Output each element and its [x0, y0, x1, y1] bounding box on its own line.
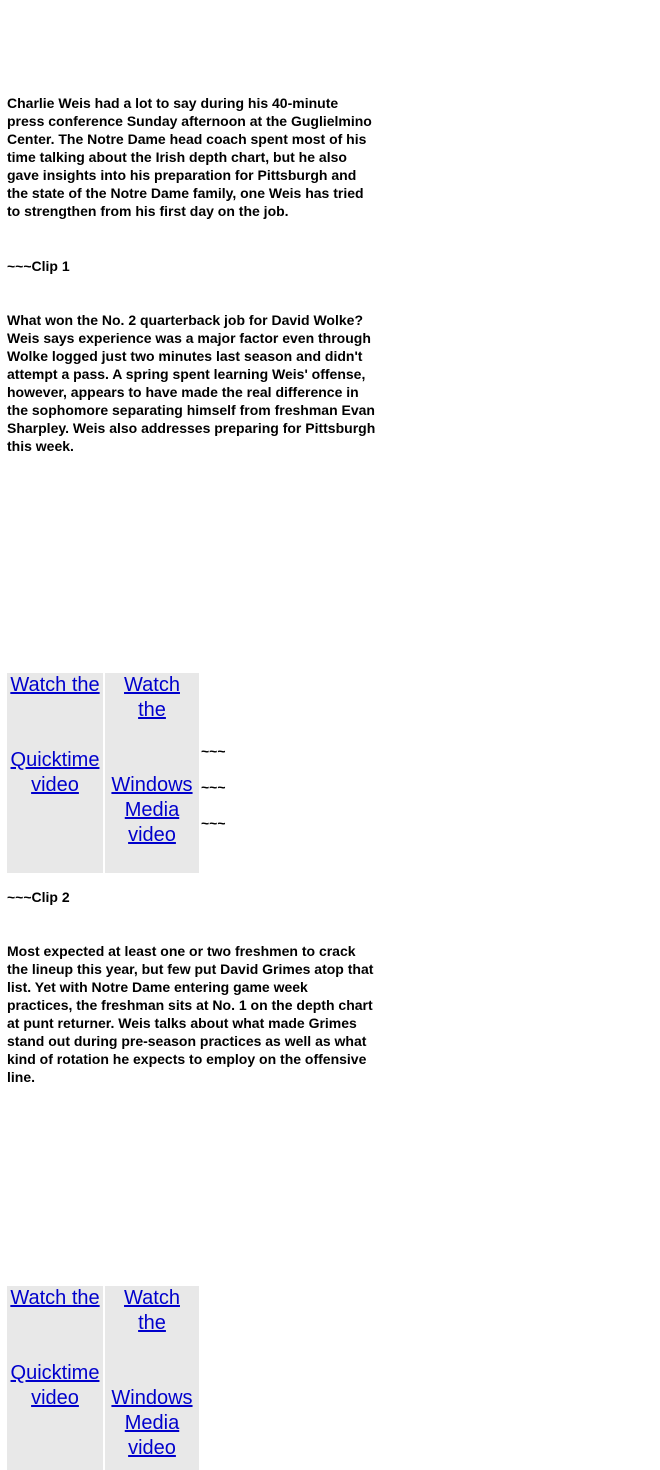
clip-1-windows-media-cell	[103, 673, 199, 873]
windows-media-link-text: Media	[124, 1412, 180, 1434]
clip-2-windows-media-cell	[103, 1286, 199, 1470]
clip-1-quicktime-link[interactable]	[7, 673, 103, 798]
clip-2-windows-media-link[interactable]	[105, 1286, 199, 1461]
windows-media-link-text: the	[138, 699, 166, 721]
clip-1-windows-media-link[interactable]	[105, 673, 199, 848]
windows-media-link-text: Watch	[124, 674, 180, 696]
clip-1-video-links	[7, 673, 232, 873]
windows-media-link-text: Windows	[111, 1387, 193, 1409]
clip-1-tilde-column	[199, 673, 232, 873]
quicktime-link-text: Quicktime	[10, 1362, 100, 1384]
clip-1-description: What won the No. 2 quarterback job for David Wolke? Weis says experience was a major factor even through Wolke logged just two minutes last season and didn't attempt a pass. A spring spent learning Weis' offense, however, appears to have made the real difference in the sophomore separating himself from freshman Evan Sharpley. Weis also addresses preparing for Pittsburgh this week.	[7, 312, 376, 454]
clip-2-quicktime-link[interactable]	[7, 1286, 103, 1411]
quicktime-link-text: Watch the	[10, 674, 100, 696]
tilde-separator: ~~~	[201, 815, 226, 831]
clip-2-video-links	[7, 1286, 199, 1470]
windows-media-link-text: Watch	[124, 1287, 180, 1309]
windows-media-link-text: video	[128, 1437, 176, 1459]
quicktime-link-text: video	[31, 774, 79, 796]
windows-media-link-text: the	[138, 1312, 166, 1334]
tilde-separator: ~~~	[201, 743, 226, 759]
clip-2-quicktime-cell	[7, 1286, 103, 1470]
windows-media-link-text: Media	[124, 799, 180, 821]
quicktime-link-text: video	[31, 1387, 79, 1409]
quicktime-link-text: Watch the	[10, 1287, 100, 1309]
clip-2-description: Most expected at least one or two freshmen to crack the lineup this year, but few put David Grimes atop that list. Yet with Notre Dame entering game week practices, the freshman sits at No. 1 on the depth chart at punt returner. Weis talks about what made Grimes stand out during pre-season practices as well as what kind of rotation he expects to employ on the offensive line.	[7, 943, 374, 1085]
clip-1-label: ~~~Clip 1	[7, 258, 70, 274]
tilde-separator: ~~~	[201, 779, 226, 795]
quicktime-link-text: Quicktime	[10, 749, 100, 771]
windows-media-link-text: video	[128, 824, 176, 846]
clip-1-quicktime-cell	[7, 673, 103, 873]
windows-media-link-text: Windows	[111, 774, 193, 796]
intro-paragraph: Charlie Weis had a lot to say during his 40-minute press conference Sunday afternoon at the Guglielmino Center. The Notre Dame head coach spent most of his time talking about the Irish depth chart, but he also gave insights into his preparation for Pittsburgh and the state of the Notre Dame family, one Weis has tried to strengthen from his first day on the job.	[7, 95, 372, 219]
clip-2-label: ~~~Clip 2	[7, 889, 70, 905]
